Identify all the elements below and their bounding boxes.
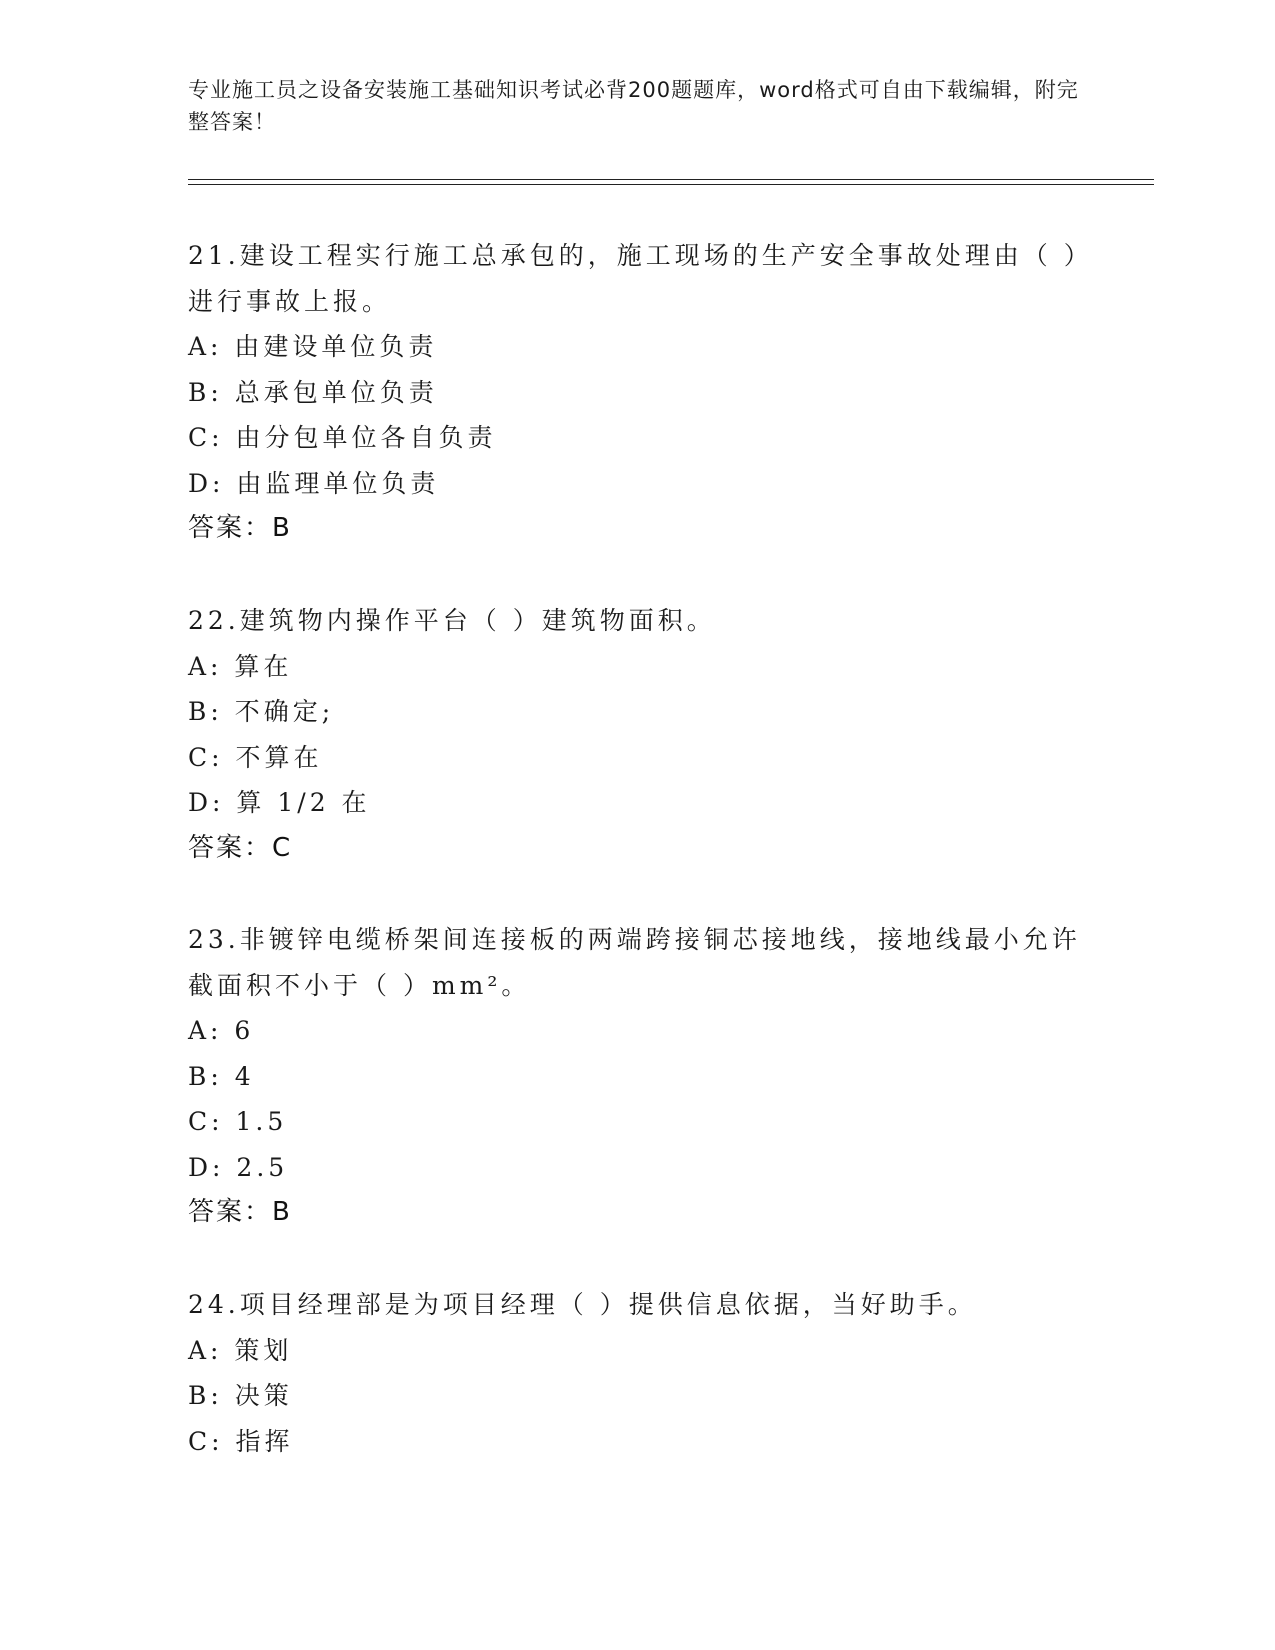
question-stem: 24.项目经理部是为项目经理（ ）提供信息依据，当好助手。 <box>188 1290 977 1319</box>
option-b: B: 总承包单位负责 <box>188 377 438 407</box>
option-b: B: 决策 <box>188 1381 293 1410</box>
option-d: D: 由监理单位负责 <box>188 468 440 498</box>
option-d: D: 2.5 <box>188 1152 289 1182</box>
question-23 <box>188 917 1088 1236</box>
option-a: A: 算在 <box>188 651 293 681</box>
document-header: 专业施工员之设备安装施工基础知识考试必背200题题库，word格式可自由下载编辑，附完整答案！ <box>188 78 1079 134</box>
option-a: A: 6 <box>188 1016 255 1045</box>
option-c: C: 不算在 <box>188 742 323 772</box>
option-a: A: 由建设单位负责 <box>188 332 438 361</box>
question-stem: 21.建设工程实行施工总承包的，施工现场的生产安全事故处理由（ ）进行事故上报。 <box>188 241 1081 316</box>
option-c: C: 指挥 <box>188 1426 294 1456</box>
option-d: D: 算 1/2 在 <box>188 788 371 817</box>
option-c: C: 由分包单位各自负责 <box>188 423 497 452</box>
question-21 <box>188 233 1088 552</box>
header-divider-line <box>188 179 1154 180</box>
option-a: A: 策划 <box>188 1335 293 1365</box>
header-divider-line <box>188 184 1154 185</box>
question-24 <box>188 1282 1088 1464</box>
question-stem: 22.建筑物内操作平台（ ）建筑物面积。 <box>188 606 716 635</box>
question-22 <box>188 598 1088 871</box>
answer: 答案：B <box>188 1197 292 1227</box>
option-b: B: 不确定; <box>188 697 335 726</box>
option-c: C: 1.5 <box>188 1107 288 1136</box>
answer: 答案：C <box>188 832 293 863</box>
answer: 答案：B <box>188 513 292 543</box>
option-b: B: 4 <box>188 1061 255 1091</box>
question-stem: 23.非镀锌电缆桥架间连接板的两端跨接铜芯接地线，接地线最小允许截面积不小于（ ）mm²。 <box>188 925 1081 1000</box>
